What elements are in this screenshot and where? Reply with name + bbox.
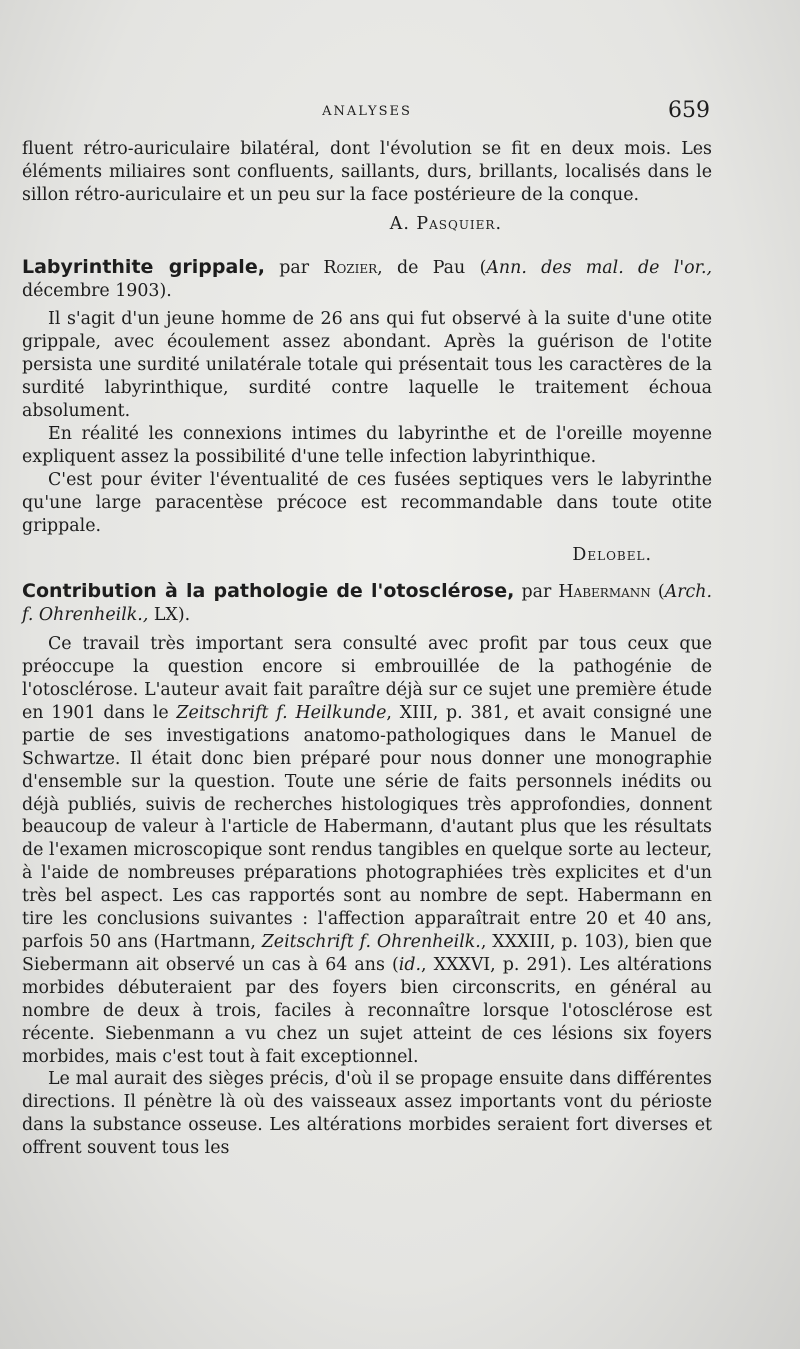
paragraph: Ce travail très important sera consulté avec profit par tous ceux que préoccupe la question encore si embrouillée de la pathogénie de l'otosclérose. L'auteur avait fait paraître déjà sur ce sujet une première étude en 1901 dans le Zeitschrift f. Heilkunde, XIII, p. 381, et avait consigné une partie de ses investigations anatomo-pathologiques dans le Manuel de Schwartze. Il était donc bien préparé pour nous donner une monographie d'ensemble sur la question. Toute une série de faits personnels inédits ou déjà publiés, suivis de recherches histologiques très approfondies, donnent beaucoup de valeur à l'article de Habermann, d'autant plus que les résultats de l'examen microscopique sont rendus tangibles en quelque sorte au lecteur, à l'aide de nombreuses préparations photographiées très explicites et d'un très bel aspect. Les cas rapportés sont au nombre de sept. Habermann en tire les conclusions suivantes : l'affection apparaîtrait entre 20 et 40 ans, parfois 50 ans (Hartmann, Zeitschrift f. Ohrenheilk., XXXIII, p. 103), bien que Siebermann ait observé un cas à 64 ans (id., XXXVI, p. 291). Les altérations morbides débuteraient par des foyers bien circonscrits, en général au nombre de deux à trois, faciles à reconnaître lorsque l'otosclérose est récente. Siebenmann a vu chez un sujet atteint de ces lésions six foyers morbides, mais c'est tout à fait exceptionnel. bbox=[22, 634, 713, 1067]
article-title: Contribution à la pathologie de l'otosclérose, bbox=[22, 580, 515, 603]
running-title: ANALYSES bbox=[322, 104, 412, 119]
paragraph: Le mal aurait des sièges précis, d'où il se propage ensuite dans différentes directions. Il pénètre là où des vaisseaux assez importants vont du périoste dans la substance osseuse. Les altérations morbides seraient fort diverses et offrent souvent tous les bbox=[22, 1069, 712, 1159]
paragraph: Il s'agit d'un jeune homme de 26 ans qui fut observé à la suite d'une otite grippale, avec écoulement assez abondant. Après la guérison de l'otite persista une surdité unilatérale totale qui présentait tous les caractères de la surdité labyrinthique, surdité contre laquelle le traitement échoua absolument. bbox=[22, 309, 712, 422]
journal-reference: Ann. des mal. de l'or., bbox=[486, 257, 713, 278]
page-body bbox=[22, 138, 712, 1160]
paragraph: C'est pour éviter l'éventualité de ces fusées septiques vers le labyrinthe qu'une large paracentèse précoce est recommandable dans toute otite grippale. bbox=[22, 469, 712, 536]
page-number: 659 bbox=[668, 98, 710, 123]
review-signature-delobel: Delobel. bbox=[572, 544, 652, 565]
review-signature-pasquier: A. Pasquier. bbox=[389, 213, 502, 234]
paragraph: En réalité les connexions intimes du labyrinthe et de l'oreille moyenne expliquent assez la possibilité d'une telle infection labyrinthique. bbox=[22, 423, 712, 467]
review-heading-labyrinthite: Labyrinthite grippale, par Rozier, de Pau (Ann. des mal. de l'or., décembre 1903). bbox=[22, 255, 713, 301]
journal-reference: Arch. f. Ohrenheilk., bbox=[22, 582, 713, 626]
page-header bbox=[24, 98, 710, 126]
article-author: Rozier, bbox=[323, 257, 383, 278]
review-continuation-text: fluent rétro-auriculaire bilatéral, dont l'évolution se fit en deux mois. Les éléments miliaires sont confluents, saillants, durs, brillants, localisés dans le sillon rétro-auriculaire et un peu sur la face postérieure de la conque. bbox=[22, 139, 712, 205]
article-title: Labyrinthite grippale, bbox=[22, 255, 265, 278]
review-heading-otosclerose: Contribution à la pathologie de l'otosclérose, par Habermann (Arch. f. Ohrenheilk., LX). bbox=[22, 580, 713, 626]
article-author: Habermann bbox=[558, 582, 651, 603]
